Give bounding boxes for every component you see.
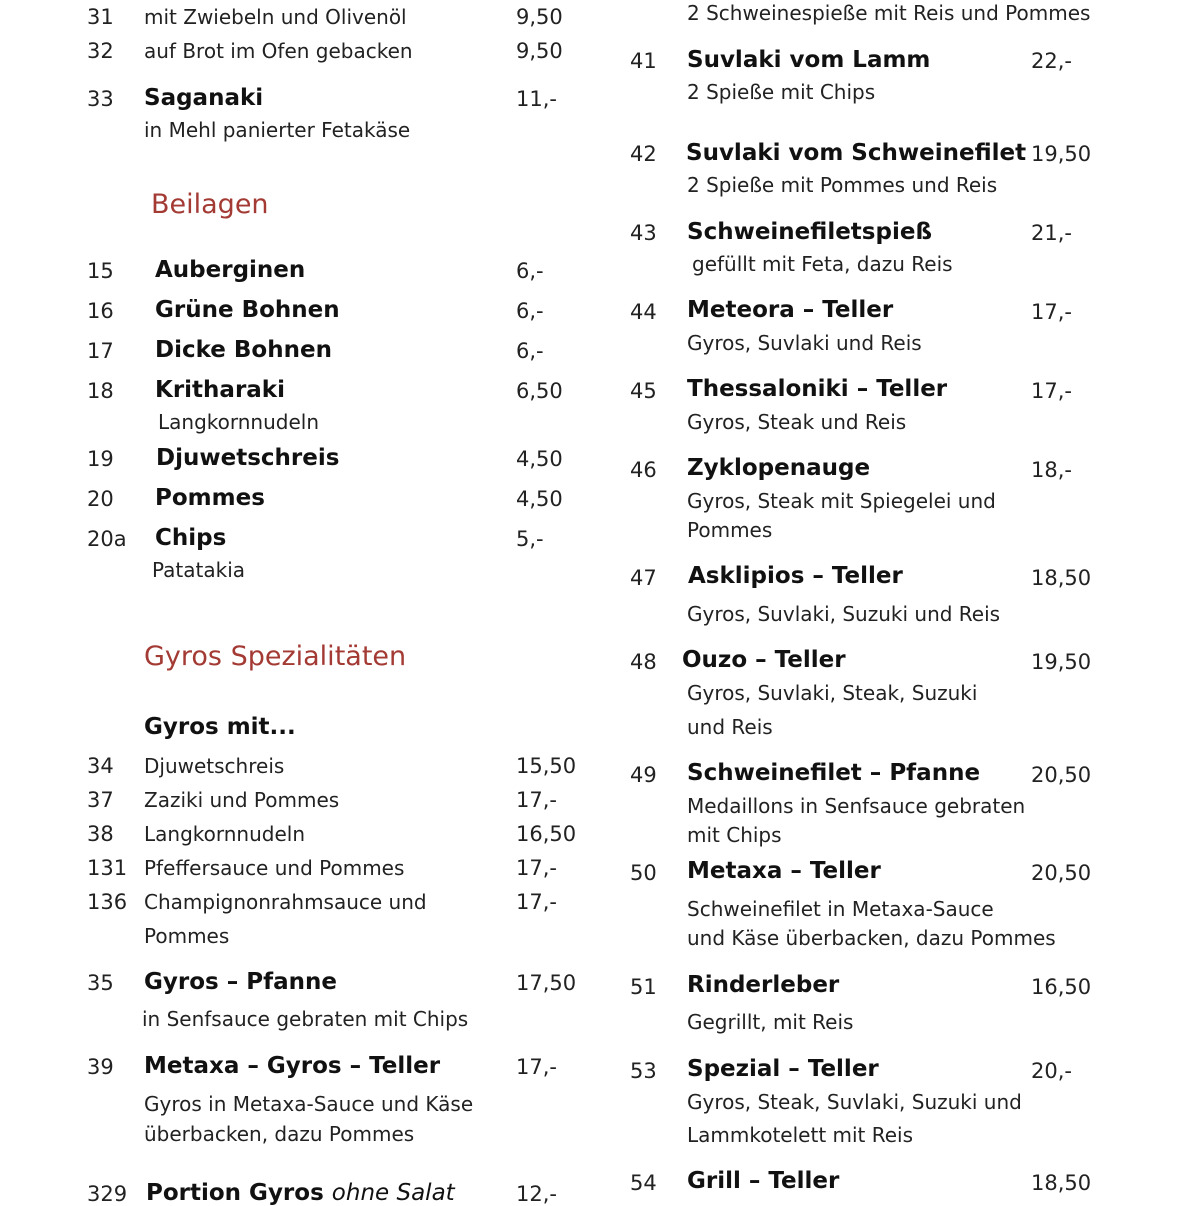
item-price: 21,- — [1031, 221, 1072, 245]
item-number: 17 — [87, 339, 114, 363]
item-number: 19 — [87, 447, 114, 471]
item-description: Gegrillt, mit Reis — [687, 1010, 854, 1034]
item-number: 47 — [630, 566, 657, 590]
item-name: Spezial – Teller — [687, 1056, 879, 1082]
item-price: 16,50 — [516, 822, 577, 846]
item-number: 45 — [630, 379, 657, 403]
item-price: 18,50 — [1031, 1171, 1092, 1195]
item-price: 19,50 — [1031, 650, 1092, 674]
item-description: Gyros, Steak und Reis — [687, 410, 907, 434]
item-description: Patatakia — [152, 558, 246, 582]
item-price: 6,- — [516, 259, 544, 283]
item-name: Metaxa – Teller — [687, 858, 881, 884]
item-description: Schweinefilet in Metaxa-Sauce — [687, 897, 994, 921]
item-description: auf Brot im Ofen gebacken — [144, 39, 413, 63]
item-description: 2 Schweinespieße mit Reis und Pommes — [687, 1, 1091, 25]
item-description: Gyros, Steak mit Spiegelei und — [687, 489, 996, 513]
item-number: 41 — [630, 49, 657, 73]
item-number: 38 — [87, 822, 114, 846]
item-price: 18,50 — [1031, 566, 1092, 590]
item-name: Ouzo – Teller — [682, 647, 846, 673]
item-price: 22,- — [1031, 49, 1072, 73]
item-name: Schweinefilet – Pfanne — [687, 760, 981, 786]
item-price: 6,- — [516, 339, 544, 363]
subheading-gyros-mit: Gyros mit... — [144, 714, 296, 740]
item-price: 9,50 — [516, 39, 563, 63]
item-number: 46 — [630, 458, 657, 482]
item-description: mit Chips — [687, 823, 782, 847]
item-number: 33 — [87, 87, 114, 111]
item-price: 16,50 — [1031, 975, 1092, 999]
item-description: Lammkotelett mit Reis — [687, 1123, 914, 1147]
item-name: Pommes — [155, 485, 265, 511]
item-price: 17,- — [1031, 379, 1072, 403]
item-price: 12,- — [516, 1182, 557, 1206]
item-number: 43 — [630, 221, 657, 245]
item-number: 32 — [87, 39, 114, 63]
item-name: Thessaloniki – Teller — [687, 376, 948, 402]
item-price: 4,50 — [516, 487, 563, 511]
item-description: gefüllt mit Feta, dazu Reis — [692, 252, 953, 276]
item-name: Suvlaki vom Schweinefilet — [686, 140, 1027, 166]
item-description: Medaillons in Senfsauce gebraten — [687, 794, 1026, 818]
item-price: 19,50 — [1031, 142, 1092, 166]
item-name: Kritharaki — [155, 377, 285, 403]
item-description: Pfeffersauce und Pommes — [144, 856, 405, 880]
item-price: 18,- — [1031, 458, 1072, 482]
item-price: 17,- — [1031, 300, 1072, 324]
item-price: 15,50 — [516, 754, 577, 778]
item-description: Gyros, Suvlaki und Reis — [687, 331, 922, 355]
item-description: in Senfsauce gebraten mit Chips — [142, 1007, 469, 1031]
item-number: 35 — [87, 971, 114, 995]
item-price: 17,- — [516, 856, 557, 880]
item-number: 44 — [630, 300, 657, 324]
item-description: überbacken, dazu Pommes — [144, 1122, 415, 1146]
item-number: 20 — [87, 487, 114, 511]
item-name: Asklipios – Teller — [688, 563, 903, 589]
item-number: 16 — [87, 299, 114, 323]
item-price: 20,- — [1031, 1059, 1072, 1083]
item-number: 42 — [630, 142, 657, 166]
item-description: Djuwetschreis — [144, 754, 285, 778]
item-number: 53 — [630, 1059, 657, 1083]
item-number: 131 — [87, 856, 128, 880]
item-description: Gyros in Metaxa-Sauce und Käse — [144, 1092, 474, 1116]
item-number: 54 — [630, 1171, 657, 1195]
item-number: 34 — [87, 754, 114, 778]
item-number: 50 — [630, 861, 657, 885]
item-description: mit Zwiebeln und Olivenöl — [144, 5, 407, 29]
item-price: 6,- — [516, 299, 544, 323]
item-number: 136 — [87, 890, 128, 914]
item-name: Gyros – Pfanne — [144, 969, 337, 995]
item-description: Gyros, Suvlaki, Suzuki und Reis — [687, 602, 1001, 626]
item-number: 18 — [87, 379, 114, 403]
item-number: 49 — [630, 763, 657, 787]
item-name: Zyklopenauge — [687, 455, 871, 481]
item-price: 6,50 — [516, 379, 563, 403]
item-number: 51 — [630, 975, 657, 999]
item-description: Langkornnudeln — [158, 410, 320, 434]
section-heading-gyros: Gyros Spezialitäten — [144, 641, 407, 672]
item-description: 2 Spieße mit Chips — [687, 80, 876, 104]
item-name: Saganaki — [144, 85, 264, 111]
item-description: Pommes — [144, 924, 230, 948]
item-number: 15 — [87, 259, 114, 283]
item-number: 20a — [87, 527, 127, 551]
item-price: 20,50 — [1031, 861, 1092, 885]
item-number: 37 — [87, 788, 114, 812]
item-price: 20,50 — [1031, 763, 1092, 787]
item-number: 31 — [87, 5, 114, 29]
item-name: Suvlaki vom Lamm — [687, 47, 931, 73]
item-name: Rinderleber — [687, 972, 840, 998]
item-name: Grüne Bohnen — [155, 297, 340, 323]
item-number: 48 — [630, 650, 657, 674]
item-number: 39 — [87, 1055, 114, 1079]
item-description: und Käse überbacken, dazu Pommes — [687, 926, 1056, 950]
item-description: Champignonrahmsauce und — [144, 890, 427, 914]
item-name: Meteora – Teller — [687, 297, 894, 323]
item-description: und Reis — [687, 715, 773, 739]
item-price: 4,50 — [516, 447, 563, 471]
item-price: 17,- — [516, 1055, 557, 1079]
section-heading-beilagen: Beilagen — [151, 189, 269, 220]
item-description: 2 Spieße mit Pommes und Reis — [687, 173, 998, 197]
item-description: Langkornnudeln — [144, 822, 306, 846]
item-name: Auberginen — [155, 257, 306, 283]
item-description: in Mehl panierter Fetakäse — [144, 118, 411, 142]
item-name: Grill – Teller — [687, 1168, 840, 1194]
item-price: 17,- — [516, 890, 557, 914]
item-name: Chips — [155, 525, 227, 551]
item-price: 9,50 — [516, 5, 563, 29]
item-name: Portion Gyros ohne Salat — [146, 1180, 455, 1206]
item-name: Schweinefiletspieß — [687, 219, 932, 245]
item-name: Djuwetschreis — [156, 445, 340, 471]
item-price: 17,- — [516, 788, 557, 812]
item-description: Pommes — [687, 518, 773, 542]
item-description: Gyros, Steak, Suvlaki, Suzuki und — [687, 1090, 1022, 1114]
item-price: 17,50 — [516, 971, 577, 995]
item-number: 329 — [87, 1182, 128, 1206]
item-name: Dicke Bohnen — [155, 337, 332, 363]
item-description: Zaziki und Pommes — [144, 788, 340, 812]
item-price: 5,- — [516, 527, 544, 551]
item-description: Gyros, Suvlaki, Steak, Suzuki — [687, 681, 978, 705]
item-name: Metaxa – Gyros – Teller — [144, 1053, 441, 1079]
item-price: 11,- — [516, 87, 557, 111]
